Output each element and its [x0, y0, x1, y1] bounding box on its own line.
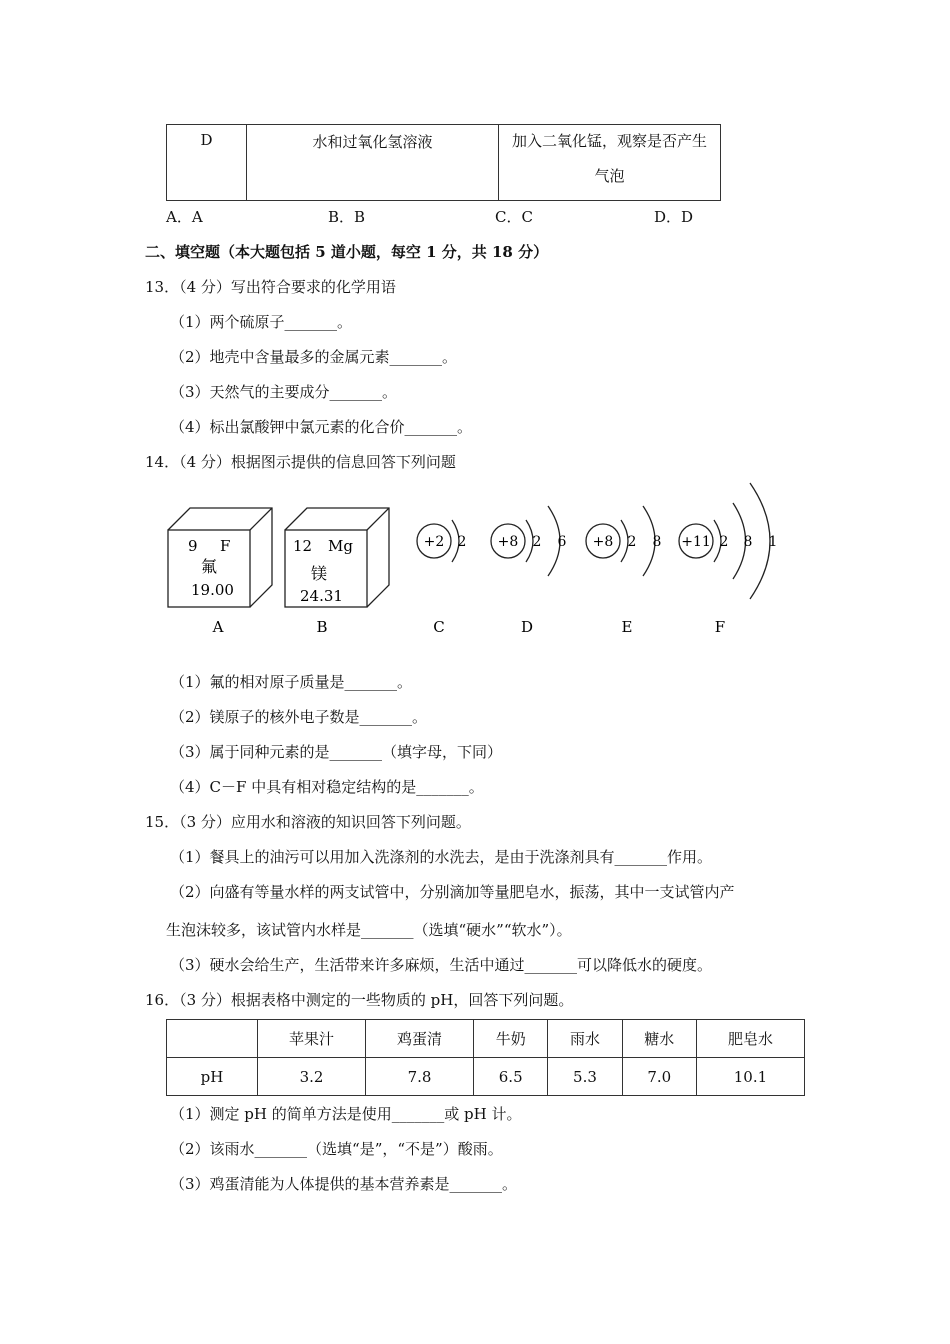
q13-stem: 13．（4 分）写出符合要求的化学用语: [145, 278, 396, 296]
fluorine-mass: 19.00: [191, 581, 234, 599]
ph-table-header: 苹果汁: [258, 1020, 366, 1058]
q14-item-1: （1）氟的相对原子质量是_______。: [170, 673, 413, 691]
magnesium-symbol: Mg: [328, 537, 353, 555]
ph-table-cell: 7.8: [366, 1058, 474, 1096]
q14-figure: [160, 478, 800, 643]
ph-table: [166, 1019, 805, 1096]
atom-d-shell-2: 6: [557, 534, 567, 550]
atom-f-nucleus: +11: [681, 534, 711, 550]
q12-cell-substance: [247, 125, 499, 201]
fluorine-symbol: F: [220, 537, 231, 555]
ph-table-cell: 6.5: [474, 1058, 548, 1096]
magnesium-name: 镁: [311, 564, 328, 583]
fluorine-name: 氟: [201, 557, 218, 576]
q13-item-4: （4）标出氯酸钾中氯元素的化合价_______。: [170, 418, 473, 436]
atom-f-shell-3: 1: [768, 534, 778, 550]
ph-table-header-row: [167, 1020, 805, 1058]
atom-e-nucleus: +8: [592, 534, 614, 550]
q13-item-1: （1）两个硫原子_______。: [170, 313, 353, 331]
atom-c-nucleus: +2: [423, 534, 445, 550]
ph-table-cell: 10.1: [696, 1058, 804, 1096]
q16-item-3: （3）鸡蛋清能为人体提供的基本营养素是_______。: [170, 1175, 518, 1193]
q12-method-line2: 气泡: [594, 167, 625, 185]
atom-d-nucleus: +8: [497, 534, 519, 550]
ph-table-header: 牛奶: [474, 1020, 548, 1058]
q15-stem: 15．（3 分）应用水和溶液的知识回答下列问题。: [145, 813, 471, 831]
q14-item-4: （4）C－F 中具有相对稳定结构的是_______。: [170, 778, 484, 796]
q14-item-2: （2）镁原子的核外电子数是_______。: [170, 708, 428, 726]
q15-item-3: （3）硬水会给生产，生活带来许多麻烦，生活中通过_______可以降低水的硬度。: [170, 956, 713, 974]
ph-table-cell: pH: [167, 1058, 258, 1096]
fluorine-number: 9: [188, 537, 198, 555]
q13-item-2: （2）地壳中含量最多的金属元素_______。: [170, 348, 458, 366]
atom-e-shell-1: 2: [627, 534, 637, 550]
atom-f-shell-2: 8: [743, 534, 753, 550]
q12-option-b: B．B: [328, 208, 366, 226]
ph-table-header: 鸡蛋清: [366, 1020, 474, 1058]
q12-cell-label: [167, 125, 247, 201]
q12-substance: 水和过氧化氢溶液: [312, 133, 433, 151]
ph-table-header: 肥皂水: [696, 1020, 804, 1058]
q16-stem: 16．（3 分）根据表格中测定的一些物质的 pH，回答下列问题。: [145, 991, 574, 1009]
magnesium-number: 12: [293, 537, 313, 555]
atom-f-shell-1: 2: [719, 534, 729, 550]
ph-table-value-row: [167, 1058, 805, 1096]
q12-cell-method: [499, 125, 721, 201]
ph-table-cell: 7.0: [622, 1058, 696, 1096]
q12-option-c: C．C: [495, 208, 533, 226]
q15-item-1: （1）餐具上的油污可以用加入洗涤剂的水洗去，是由于洗涤剂具有_______作用。: [170, 848, 713, 866]
q12-option-letter: D: [200, 131, 213, 149]
figure-label-d: D: [520, 618, 534, 636]
q12-table: [166, 124, 721, 201]
ph-table-cell: 3.2: [258, 1058, 366, 1096]
ph-table-cell: 5.3: [548, 1058, 622, 1096]
figure-label-f: F: [714, 618, 726, 636]
figure-label-b: B: [316, 618, 328, 636]
q13-item-3: （3）天然气的主要成分_______。: [170, 383, 398, 401]
ph-table-header: 糖水: [622, 1020, 696, 1058]
q12-method-line1: 加入二氧化锰，观察是否产生: [511, 132, 707, 150]
q16-item-2: （2）该雨水_______（选填“是”，“不是”）酸雨。: [170, 1140, 503, 1158]
figure-label-e: E: [621, 618, 633, 636]
atom-d-shell-1: 2: [532, 534, 542, 550]
q12-option-a: A．A: [166, 208, 203, 226]
atom-e-shell-2: 8: [652, 534, 662, 550]
q15-item-2: （2）向盛有等量水样的两支试管中，分别滴加等量肥皂水，振荡，其中一支试管内产: [170, 883, 735, 901]
figure-label-c: C: [433, 618, 445, 636]
figure-label-a: A: [212, 618, 224, 636]
atom-c-shell-1: 2: [457, 534, 467, 550]
q15-item-2-cont: 生泡沫较多，该试管内水样是_______（选填“硬水”“软水”）。: [166, 921, 572, 939]
section-2-title: 二、填空题（本大题包括 5 道小题，每空 1 分，共 18 分）: [145, 243, 549, 261]
ph-table-header: 雨水: [548, 1020, 622, 1058]
q12-option-d: D．D: [654, 208, 694, 226]
ph-table-header: [167, 1020, 258, 1058]
q16-item-1: （1）测定 pH 的简单方法是使用_______或 pH 计。: [170, 1105, 522, 1123]
q14-item-3: （3）属于同种元素的是_______（填字母，下同）: [170, 743, 503, 761]
magnesium-mass: 24.31: [300, 587, 343, 605]
q14-stem: 14．（4 分）根据图示提供的信息回答下列问题: [145, 453, 456, 471]
